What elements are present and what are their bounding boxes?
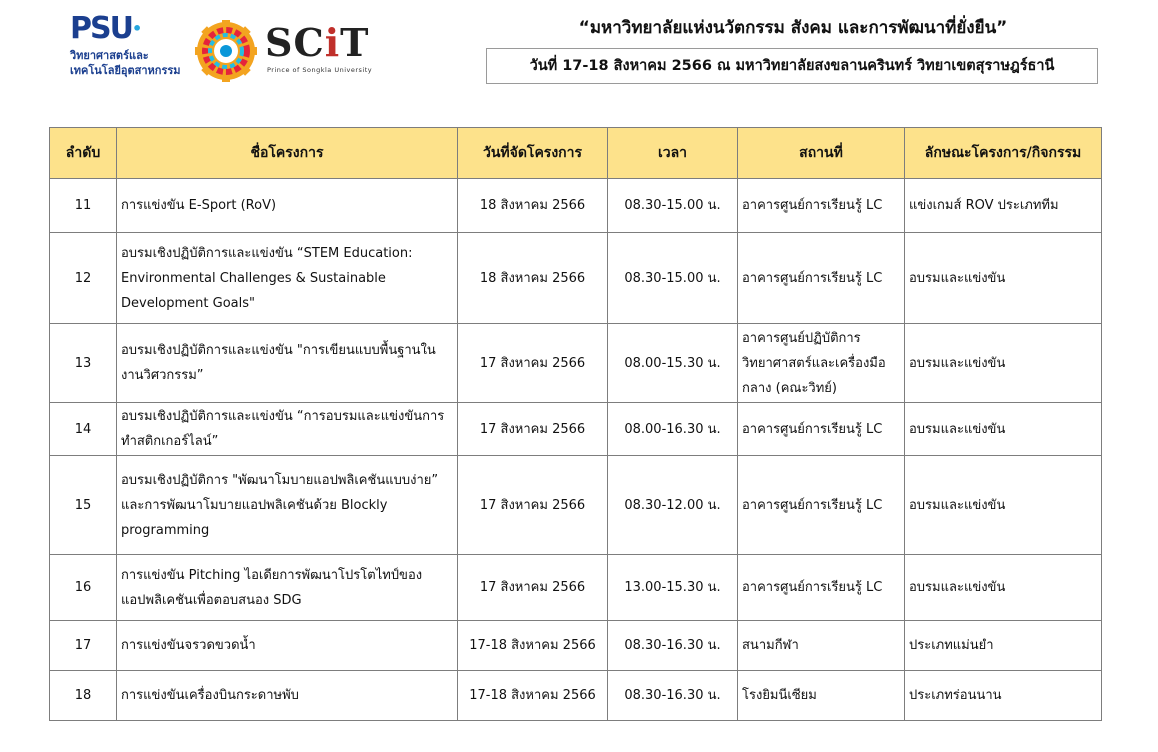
- cell-number: 12: [50, 233, 117, 324]
- cell-date: 17 สิงหาคม 2566: [458, 456, 608, 555]
- cell-activity-type: แข่งเกมส์ ROV ประเภททีม: [905, 179, 1102, 233]
- cell-project-name: การแข่งขันเครื่องบินกระดาษพับ: [117, 671, 458, 721]
- cell-venue: อาคารศูนย์การเรียนรู้ LC: [738, 403, 905, 456]
- col-header-number: ลำดับ: [50, 128, 117, 179]
- table-row: [50, 233, 1102, 324]
- project-schedule-table: [49, 127, 1102, 721]
- cell-project-name: การแข่งขัน E-Sport (RoV): [117, 179, 458, 233]
- document-header: [0, 0, 1158, 120]
- table-row: [50, 403, 1102, 456]
- cell-venue: อาคารศูนย์การเรียนรู้ LC: [738, 456, 905, 555]
- cell-venue: สนามกีฬา: [738, 621, 905, 671]
- cell-project-name: อบรมเชิงปฏิบัติการและแข่งขัน “STEM Education: Environmental Challenges & Sustainable Development Goals": [117, 233, 458, 324]
- cell-date: 17-18 สิงหาคม 2566: [458, 671, 608, 721]
- cell-venue: อาคารศูนย์การเรียนรู้ LC: [738, 179, 905, 233]
- col-header-date: วันที่จัดโครงการ: [458, 128, 608, 179]
- cell-activity-type: อบรมและแข่งขัน: [905, 403, 1102, 456]
- cell-number: 13: [50, 324, 117, 403]
- table-row: [50, 555, 1102, 621]
- cell-time: 08.00-16.30 น.: [608, 403, 738, 456]
- col-header-time: เวลา: [608, 128, 738, 179]
- cell-date: 17 สิงหาคม 2566: [458, 403, 608, 456]
- col-header-project-name: ชื่อโครงการ: [117, 128, 458, 179]
- col-header-activity-type: ลักษณะโครงการ/กิจกรรม: [905, 128, 1102, 179]
- scit-subcaption: Prince of Songkla University: [267, 66, 373, 74]
- table-row: [50, 621, 1102, 671]
- cell-time: 08.00-15.30 น.: [608, 324, 738, 403]
- cell-date: 17 สิงหาคม 2566: [458, 324, 608, 403]
- cell-venue: อาคารศูนย์การเรียนรู้ LC: [738, 233, 905, 324]
- cell-project-name: การแข่งขัน Pitching ไอเดียการพัฒนาโปรโตไทป์ของแอปพลิเคชันเพื่อตอบสนอง SDG: [117, 555, 458, 621]
- cell-project-name: อบรมเชิงปฏิบัติการและแข่งขัน “การอบรมและแข่งขันการทำสติกเกอร์ไลน์”: [117, 403, 458, 456]
- cell-time: 13.00-15.30 น.: [608, 555, 738, 621]
- psu-logo-caption: วิทยาศาสตร์และ เทคโนโลยีอุตสาหกรรม: [70, 49, 181, 77]
- cell-project-name: อบรมเชิงปฏิบัติการ "พัฒนาโมบายแอปพลิเคชันแบบง่าย” และการพัฒนาโมบายแอปพลิเคชันด้วย Blockly programming: [117, 456, 458, 555]
- cell-number: 11: [50, 179, 117, 233]
- cell-activity-type: ประเภทร่อนนาน: [905, 671, 1102, 721]
- cell-time: 08.30-16.30 น.: [608, 671, 738, 721]
- psu-logo-mark: PSU•: [70, 11, 141, 46]
- cell-number: 15: [50, 456, 117, 555]
- cell-venue: อาคารศูนย์ปฏิบัติการวิทยาศาสตร์และเครื่องมือกลาง (คณะวิทย์): [738, 324, 905, 403]
- cell-venue: โรงยิมนีเซียม: [738, 671, 905, 721]
- psu-faculty-logo: [70, 11, 195, 86]
- event-date-box: วันที่ 17-18 สิงหาคม 2566 ณ มหาวิทยาลัยสงขลานครินทร์ วิทยาเขตสุราษฎร์ธานี: [486, 48, 1098, 84]
- cell-venue: อาคารศูนย์การเรียนรู้ LC: [738, 555, 905, 621]
- cell-date: 17-18 สิงหาคม 2566: [458, 621, 608, 671]
- cell-activity-type: อบรมและแข่งขัน: [905, 555, 1102, 621]
- cell-number: 14: [50, 403, 117, 456]
- cell-time: 08.30-15.00 น.: [608, 233, 738, 324]
- cell-project-name: การแข่งขันจรวดขวดน้ำ: [117, 621, 458, 671]
- scit-logo: [195, 20, 385, 82]
- cell-date: 18 สิงหาคม 2566: [458, 179, 608, 233]
- cell-number: 16: [50, 555, 117, 621]
- table-row: [50, 179, 1102, 233]
- col-header-venue: สถานที่: [738, 128, 905, 179]
- cell-time: 08.30-16.30 น.: [608, 621, 738, 671]
- cell-activity-type: อบรมและแข่งขัน: [905, 324, 1102, 403]
- cell-activity-type: อบรมและแข่งขัน: [905, 233, 1102, 324]
- table-header-row: [50, 128, 1102, 179]
- cell-time: 08.30-12.00 น.: [608, 456, 738, 555]
- scit-wordmark: SCiT: [265, 20, 370, 65]
- cell-number: 18: [50, 671, 117, 721]
- table-row: [50, 671, 1102, 721]
- sdg-gear-icon: [195, 20, 257, 82]
- cell-activity-type: อบรมและแข่งขัน: [905, 456, 1102, 555]
- cell-date: 17 สิงหาคม 2566: [458, 555, 608, 621]
- cell-date: 18 สิงหาคม 2566: [458, 233, 608, 324]
- table-row: [50, 324, 1102, 403]
- cell-project-name: อบรมเชิงปฏิบัติการและแข่งขัน "การเขียนแบบพื้นฐานในงานวิศวกรรม”: [117, 324, 458, 403]
- page-title: “มหาวิทยาลัยแห่งนวัตกรรม สังคม และการพัฒนาที่ยั่งยืน”: [578, 18, 1008, 38]
- table-row: [50, 456, 1102, 555]
- cell-time: 08.30-15.00 น.: [608, 179, 738, 233]
- cell-activity-type: ประเภทแม่นยำ: [905, 621, 1102, 671]
- cell-number: 17: [50, 621, 117, 671]
